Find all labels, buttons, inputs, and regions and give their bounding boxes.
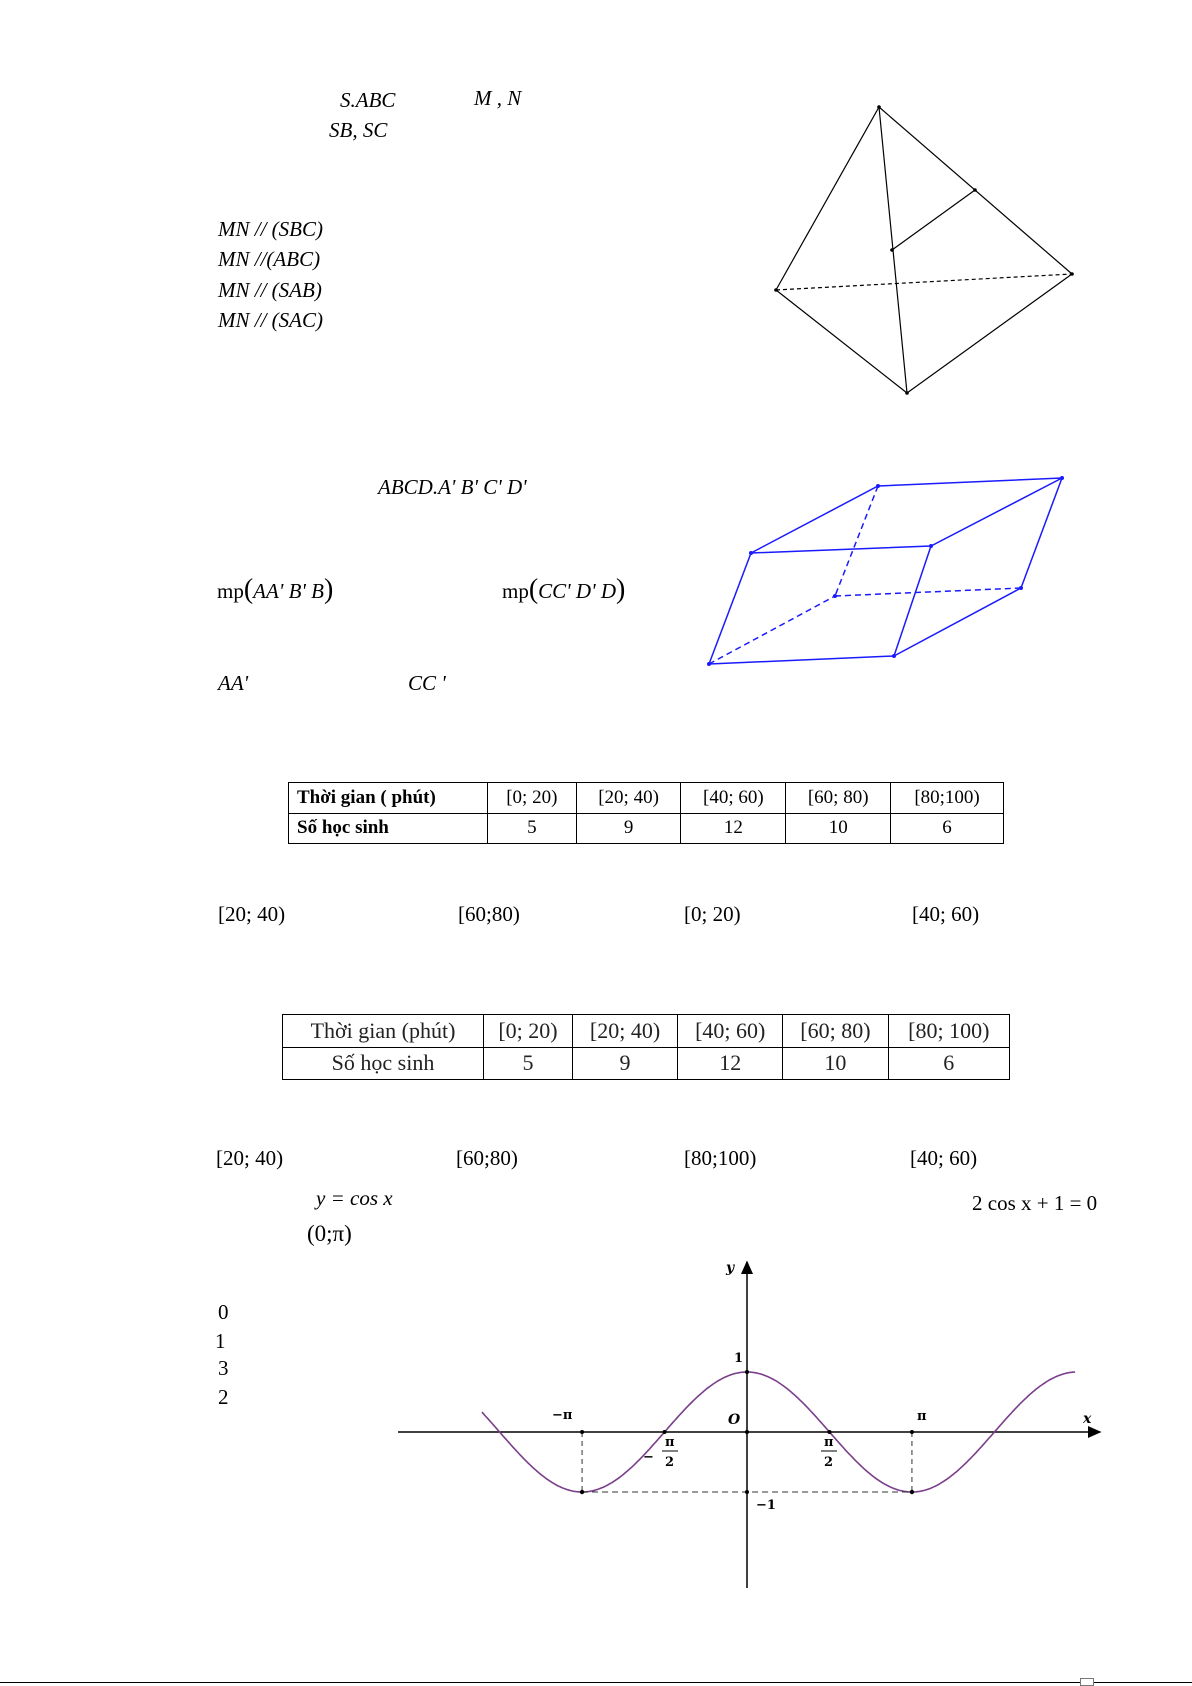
table2-count: 9 [572, 1047, 677, 1080]
q2-plane1-name: AA' B' B [253, 579, 324, 603]
q1-option-a: MN // (SBC) [218, 217, 323, 241]
q4-option-b: [60;80) [456, 1146, 518, 1170]
q5-function: y = cos x [316, 1186, 393, 1210]
point-one [745, 1370, 749, 1374]
table-row [289, 813, 1004, 844]
table1-interval: [40; 60) [681, 783, 786, 814]
table2-interval: [20; 40) [572, 1015, 677, 1048]
table1-interval: [0; 20) [488, 783, 577, 814]
label-minus-pi: −π [552, 1408, 573, 1423]
y-axis-label: y [726, 1260, 735, 1276]
table1-header-label: Thời gian ( phút) [289, 783, 488, 814]
cosine-graph [395, 1255, 1105, 1595]
frequency-table-2 [282, 1014, 1010, 1080]
pyramid-figure [760, 95, 1090, 405]
table2-count: 6 [888, 1047, 1009, 1080]
label-pi2-den: 2 [824, 1455, 834, 1470]
q3-option-b: [60;80) [458, 902, 520, 926]
table2-row-label: Số học sinh [283, 1047, 484, 1080]
q1-option-b: MN //(ABC) [218, 247, 321, 271]
x-axis-label: x [1083, 1411, 1092, 1427]
table-row [289, 783, 1004, 814]
table1-row-label: Số học sinh [289, 813, 488, 844]
origin-label: O [728, 1412, 741, 1428]
q3-option-a: [20; 40) [218, 902, 286, 926]
point-minus-one [745, 1490, 749, 1494]
table1-count: 12 [681, 813, 786, 844]
table2-interval: [80; 100) [888, 1015, 1009, 1048]
point-neg-pi-axis [580, 1430, 584, 1434]
q5-option-d: 2 [218, 1385, 229, 1409]
table1-interval: [80;100) [891, 783, 1004, 814]
q2-edge2: CC ' [408, 671, 446, 695]
table2-interval: [60; 80) [783, 1015, 888, 1048]
q5-option-a: 0 [218, 1300, 229, 1324]
q4-option-d: [40; 60) [910, 1146, 978, 1170]
q1-option-c: MN // (SAB) [218, 278, 322, 302]
q2-plane2: mp(CC' D' D) [502, 574, 626, 605]
label-neg-pi2-num: π [665, 1435, 675, 1450]
table-row [283, 1015, 1010, 1048]
table1-count: 6 [891, 813, 1004, 844]
frequency-table-1 [288, 782, 1004, 844]
point-pi-over-2 [827, 1430, 831, 1434]
footer-rule [0, 1682, 1192, 1683]
q3-option-d: [40; 60) [912, 902, 980, 926]
q2-mp-1: mp [217, 579, 244, 603]
point-pi-min [910, 1490, 914, 1494]
table1-count: 5 [488, 813, 577, 844]
q5-option-c: 3 [218, 1356, 229, 1380]
q1-points: M , N [474, 86, 522, 110]
q2-prism: ABCD.A' B' C' D' [378, 475, 527, 499]
q5-option-b: 1 [215, 1329, 226, 1353]
q2-plane2-name: CC' D' D [538, 579, 616, 603]
table2-count: 10 [783, 1047, 888, 1080]
table1-count: 10 [786, 813, 891, 844]
point-neg-pi-min [580, 1490, 584, 1494]
label-pi2-num: π [824, 1435, 834, 1450]
q1-edges: SB, SC [329, 118, 388, 142]
q4-option-a: [20; 40) [216, 1146, 284, 1170]
q2-edge1: AA' [218, 671, 249, 695]
table2-count: 5 [484, 1047, 573, 1080]
q2-mp-2: mp [502, 579, 529, 603]
label-neg-pi2-den: 2 [665, 1455, 675, 1470]
point-pi-axis [910, 1430, 914, 1434]
q3-option-c: [0; 20) [684, 902, 741, 926]
q1-pyramid: S.ABC [340, 88, 396, 112]
q1-option-d: MN // (SAC) [218, 308, 323, 332]
table2-interval: [0; 20) [484, 1015, 573, 1048]
table1-count: 9 [576, 813, 681, 844]
q5-interval: (0;π) [307, 1221, 352, 1246]
label-neg-sign: − [643, 1450, 654, 1465]
table2-count: 12 [678, 1047, 783, 1080]
prism-figure [700, 470, 1080, 670]
table-row [283, 1047, 1010, 1080]
point-origin [745, 1430, 749, 1434]
q5-equation: 2 cos x + 1 = 0 [972, 1191, 1098, 1215]
label-minus-one: −1 [756, 1498, 776, 1513]
point-neg-pi-over-2 [663, 1430, 667, 1434]
q2-plane1: mp(AA' B' B) [217, 574, 334, 605]
table1-interval: [20; 40) [576, 783, 681, 814]
table1-interval: [60; 80) [786, 783, 891, 814]
table2-header-label: Thời gian (phút) [283, 1015, 484, 1048]
q4-option-c: [80;100) [684, 1146, 757, 1170]
label-one: 1 [734, 1351, 744, 1366]
table2-interval: [40; 60) [678, 1015, 783, 1048]
label-pi: π [917, 1409, 927, 1424]
